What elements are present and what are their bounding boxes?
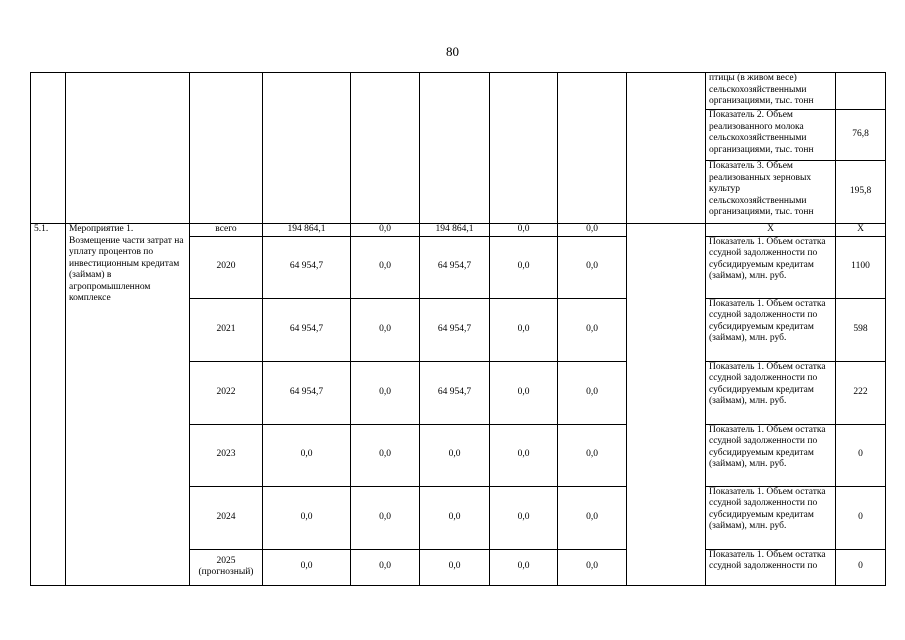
period-cell: всего — [190, 224, 263, 237]
value-cell: 0,0 — [558, 549, 627, 585]
value-cell: 0,0 — [490, 486, 558, 549]
value-cell: 0,0 — [420, 486, 490, 549]
value-cell: 64 954,7 — [263, 236, 351, 298]
indicator-value: 0 — [836, 424, 886, 486]
indicator-value: 0 — [836, 486, 886, 549]
indicator-text: Показатель 3. Объем реализованных зерновых культур сельскохозяйственными организациями, тыс. тонн — [706, 161, 836, 224]
value-cell: 0,0 — [351, 236, 420, 298]
indicator-text: Показатель 1. Объем остатка ссудной задолженности по субсидируемым кредитам (займам), млн. руб. — [706, 298, 836, 361]
value-cell: 0,0 — [490, 236, 558, 298]
indicator-value — [836, 73, 886, 110]
value-cell: 0,0 — [351, 549, 420, 585]
value-cell: 0,0 — [351, 224, 420, 237]
indicator-value: 222 — [836, 361, 886, 424]
value-cell: 0,0 — [420, 424, 490, 486]
value-cell: 0,0 — [558, 486, 627, 549]
indicator-value: 1100 — [836, 236, 886, 298]
table-row — [31, 73, 886, 110]
value-cell: 0,0 — [490, 361, 558, 424]
value-cell: 64 954,7 — [420, 298, 490, 361]
indicator-text: Показатель 1. Объем остатка ссудной задолженности по субсидируемым кредитам (займам), млн. руб. — [706, 236, 836, 298]
year-cell: 2023 — [190, 424, 263, 486]
program-table — [30, 72, 886, 586]
value-cell: 0,0 — [351, 424, 420, 486]
year-cell: 2022 — [190, 361, 263, 424]
value-cell: 0,0 — [490, 298, 558, 361]
value-cell: 0,0 — [558, 224, 627, 237]
indicator-text: Показатель 1. Объем остатка ссудной задолженности по субсидируемым кредитам (займам), млн. руб. — [706, 486, 836, 549]
value-cell: 0,0 — [558, 298, 627, 361]
indicator-text: Показатель 2. Объем реализованного молока сельскохозяйственными организациями, тыс. тонн — [706, 110, 836, 161]
value-cell: 0,0 — [351, 486, 420, 549]
value-cell: 0,0 — [263, 549, 351, 585]
indicator-text: Показатель 1. Объем остатка ссудной задолженности по субсидируемым кредитам (займам), млн. руб. — [706, 361, 836, 424]
value-cell: 0,0 — [490, 224, 558, 237]
value-cell: 0,0 — [263, 424, 351, 486]
indicator-value: 0 — [836, 549, 886, 585]
value-cell: 194 864,1 — [420, 224, 490, 237]
value-cell: 64 954,7 — [263, 298, 351, 361]
year-cell: 2020 — [190, 236, 263, 298]
indicator-text: птицы (в живом весе) сельскохозяйственными организациями, тыс. тонн — [706, 73, 836, 110]
value-cell: 0,0 — [351, 298, 420, 361]
indicator-text: Х — [706, 224, 836, 237]
indicator-value: 598 — [836, 298, 886, 361]
value-cell: 0,0 — [490, 424, 558, 486]
year-cell: 2021 — [190, 298, 263, 361]
year-cell: 2024 — [190, 486, 263, 549]
value-cell: 64 954,7 — [420, 361, 490, 424]
value-cell: 0,0 — [558, 361, 627, 424]
indicator-value: 76,8 — [836, 110, 886, 161]
value-cell: 0,0 — [558, 424, 627, 486]
value-cell: 64 954,7 — [263, 361, 351, 424]
event-name: Мероприятие 1. Возмещение части затрат на уплату процентов по инвестиционным кредитам (займам) в агропромышленном комплексе — [66, 224, 190, 586]
value-cell: 64 954,7 — [420, 236, 490, 298]
value-cell: 0,0 — [558, 236, 627, 298]
indicator-text: Показатель 1. Объем остатка ссудной задолженности по субсидируемым кредитам (займам), млн. руб. — [706, 424, 836, 486]
total-row — [31, 224, 886, 237]
value-cell: 0,0 — [263, 486, 351, 549]
indicator-value: Х — [836, 224, 886, 237]
indicator-value: 195,8 — [836, 161, 886, 224]
indicator-text: Показатель 1. Объем остатка ссудной задолженности по — [706, 549, 836, 585]
event-number: 5.1. — [31, 224, 66, 586]
value-cell: 0,0 — [420, 549, 490, 585]
value-cell: 0,0 — [490, 549, 558, 585]
year-cell: 2025 (прогнозный) — [190, 549, 263, 585]
page-number: 80 — [446, 44, 459, 59]
value-cell: 194 864,1 — [263, 224, 351, 237]
value-cell: 0,0 — [351, 361, 420, 424]
